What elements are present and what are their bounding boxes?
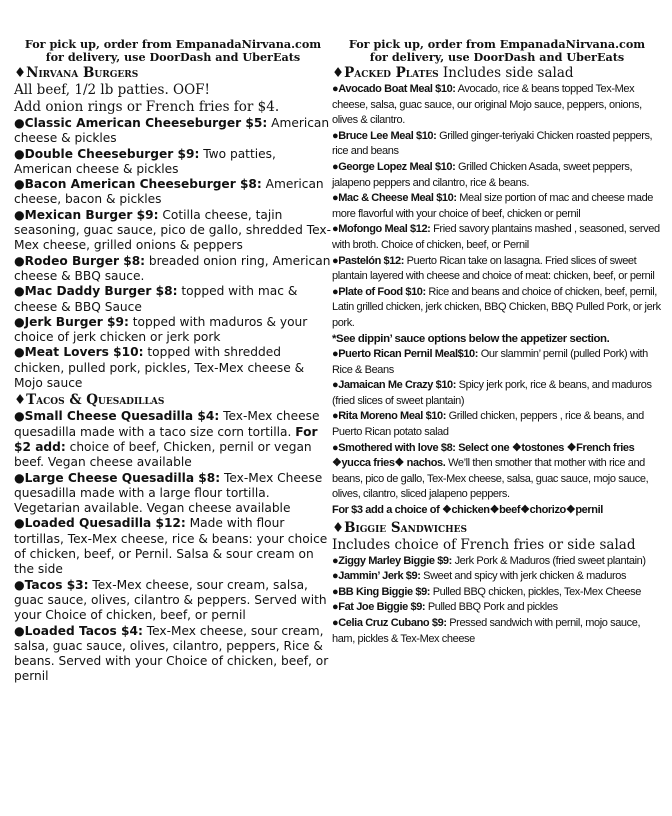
menu-item-tacos [14, 578, 332, 624]
menu-item-jerk-burger [14, 315, 332, 346]
item-name: ●Mofongo Meal $12: [332, 223, 431, 236]
menu-item-small-quesadilla [14, 409, 332, 470]
menu-item-mac-daddy-burger [14, 284, 332, 315]
item-name: ●George Lopez Meal $10: [332, 160, 456, 173]
item-desc: Spicy jerk pork, rice & beans, and maduros (fried slices of sweet plantain) [332, 379, 652, 407]
item-desc: Sweet and spicy with jerk chicken & maduros [420, 570, 627, 583]
menu-item-bruce-lee [332, 129, 662, 160]
item-desc: Fried savory plantains mashed , seasoned, served with broth. Choice of chicken, beef, or Pernil [332, 223, 660, 251]
item-name: ●Jamaican Me Crazy $10: [332, 379, 457, 392]
item-desc: Tex-Mex cheese, sour cream, salsa, guac sauce, olives, cilantro, peppers, Rice & beans. Served with your Choice of chicken, beef, or pernil [14, 623, 329, 684]
menu-item-fat-joe [332, 600, 662, 616]
item-desc: Pulled BBQ Pork and pickles [425, 601, 558, 614]
menu-item-meat-lovers [14, 345, 332, 391]
menu-item-pastelon [332, 254, 662, 285]
item-name: ●Mac Daddy Burger $8: [14, 284, 178, 299]
item-name: ●Rodeo Burger $8: [14, 253, 146, 268]
item-name: ●BB King Biggie $9: [332, 585, 431, 598]
item-name: ●Fat Joe Biggie $9: [332, 601, 426, 614]
sandwiches-subhead: Includes choice of French fries or side salad [332, 536, 636, 553]
menu-item-jamaican-me-crazy [332, 378, 662, 409]
item-desc: American cheese & pickles [14, 116, 330, 146]
item-extra: choice of beef, Chicken, pernil or vegan beef. Vegan cheese available [14, 439, 312, 470]
item-desc: breaded onion ring, American cheese & BBQ sauce. [14, 253, 331, 283]
item-name: ●Mac & Cheese Meal $10: [332, 192, 457, 205]
item-desc: Grilled chicken, peppers , rice & beans, and Puerto Rican potato salad [332, 410, 644, 439]
menu-item-pernil-meal [332, 347, 662, 378]
item-name: ●Double Cheeseburger $9: [14, 146, 200, 161]
item-name: ●Jammin’ Jerk $9: [332, 570, 421, 583]
item-extra-label: For $2 add: [14, 424, 318, 454]
menu-item-classic-cheeseburger [14, 116, 332, 147]
menu-item-ziggy-marley [332, 554, 662, 570]
order-notice-left [14, 38, 332, 64]
menu-item-avocado-boat [332, 82, 662, 129]
item-name: ●Bacon American Cheeseburger $8: [14, 177, 262, 192]
item-desc: American cheese, bacon & pickles [14, 177, 324, 207]
menu-item-rodeo-burger [14, 254, 332, 285]
right-column [332, 38, 662, 647]
menu-item-plate-of-food [332, 285, 662, 332]
item-desc: Puerto Rican take on lasagna. Fried slices of sweet plantain layered with cheese and choice of meat: chicken, beef, or pernil [332, 254, 655, 283]
menu-item-double-cheeseburger [14, 147, 332, 178]
item-desc: Tex-Mex cheese, sour cream, salsa, guac sauce, olives, cilantro & peppers. Served with your Choice of chicken, beef, or pernil [14, 577, 327, 623]
item-desc: Meal size portion of mac and cheese made more flavorful with your choice of beef, chicken or pernil [332, 192, 654, 220]
item-desc: We’ll then smother that mother with rice and beans, pico de gallo, Tex-Mex cheese, salsa, guac sauce, mojo sauce, olives, cilantro, sliced jalapeno peppers. [332, 457, 649, 501]
section-title-plates [332, 65, 662, 82]
item-desc: topped with mac & cheese & BBQ Sauce [14, 284, 298, 314]
section-title-sandwiches: ♦Biggie Sandwiches [332, 519, 467, 536]
item-desc: Tex-Mex cheese quesadilla made with a taco size corn tortilla. [14, 409, 320, 439]
item-desc: topped with maduros & your choice of jerk chicken or jerk pork [14, 314, 308, 345]
menu-item-mexican-burger [14, 208, 332, 254]
notice-line: for delivery, use DoorDash and UberEats [45, 50, 301, 64]
item-desc: Pulled BBQ chicken, pickles, Tex-Mex Cheese [430, 585, 641, 598]
item-name: ●Bruce Lee Meal $10: [332, 129, 437, 142]
menu-item-rita-moreno [332, 409, 662, 440]
item-name: ●Smothered with love $8: Select one ❖tostones ❖French fries ❖yucca fries❖ nachos. [332, 441, 635, 470]
notice-line: For pick up, order from EmpanadaNirvana.com [24, 37, 322, 51]
section-title-suffix: Includes side salad [438, 65, 574, 81]
order-notice-right [332, 38, 662, 64]
notice-line: For pick up, order from EmpanadaNirvana.com [348, 37, 646, 51]
menu-item-bb-king [332, 585, 662, 601]
sauce-note: *See dippin’ sauce options below the appetizer section. [332, 332, 610, 345]
burgers-subhead [14, 82, 332, 116]
item-name: ●Plate of Food $10: [332, 285, 426, 298]
menu-item-mac-cheese-meal [332, 191, 662, 222]
item-desc: topped with shredded chicken, pulled pork, pickles, Tex-Mex cheese & Mojo sauce [14, 345, 305, 391]
menu-item-loaded-quesadilla [14, 516, 332, 577]
item-name: ●Loaded Tacos $4: [14, 623, 143, 638]
item-desc: Avocado, rice & beans topped Tex-Mex cheese, salsa, guac sauce, our original Mojo sauce, peppers, onions, olives & cilantro. [332, 83, 642, 127]
item-desc: Grilled Chicken Asada, sweet peppers, jalapeno peppers and cilantro, rice & beans. [332, 160, 633, 189]
item-name: ●Tacos $3: [14, 577, 89, 592]
item-name: ●Large Cheese Quesadilla $8: [14, 470, 221, 485]
item-name: ●Mexican Burger $9: [14, 207, 159, 222]
item-desc: Jerk Pork & Maduros (fried sweet plantain) [451, 554, 646, 567]
subhead-line: Add onion rings or French fries for $4. [14, 99, 280, 115]
menu-item-smothered [332, 441, 662, 503]
menu-item-celia-cruz [332, 616, 662, 647]
item-desc: Two patties, American cheese & pickles [14, 146, 276, 176]
item-desc: Tex-Mex Cheese quesadilla made with a large flour tortilla. Vegetarian available. Vegan cheese available [14, 470, 323, 516]
item-name: ●Ziggy Marley Biggie $9: [332, 554, 452, 567]
menu-item-jammin-jerk [332, 569, 662, 585]
subhead-line: All beef, 1/2 lb patties. OOF! [14, 82, 210, 98]
addon-note: For $3 add a choice of ❖chicken❖beef❖chorizo❖pernil [332, 504, 603, 517]
section-title-burgers: ♦Nirvana Burgers [14, 65, 139, 81]
item-name: ●Puerto Rican Pernil Meal$10: [332, 348, 479, 361]
item-name: ●Jerk Burger $9: [14, 314, 129, 329]
item-desc: Our slammin’ pernil (pulled Pork) with Rice & Beans [332, 348, 648, 376]
item-desc: Cotilla cheese, tajin seasoning, guac sauce, pico de gallo, shredded Tex-Mex cheese, grilled onions & peppers [14, 207, 332, 253]
item-desc: Made with flour tortillas, Tex-Mex cheese, rice & beans: your choice of chicken, beef, or Pernil. Salsa & sour cream on the side [14, 516, 328, 577]
item-desc: Pressed sandwich with pernil, mojo sauce, ham, pickles & Tex-Mex cheese [332, 617, 641, 645]
menu-item-large-quesadilla [14, 471, 332, 517]
item-name: ●Classic American Cheeseburger $5: [14, 116, 268, 130]
menu-item-bacon-cheeseburger [14, 177, 332, 208]
item-name: ●Celia Cruz Cubano $9: [332, 617, 447, 629]
menu-item-mofongo [332, 222, 662, 253]
section-title-tacos: ♦Tacos & Quesadillas [14, 392, 165, 409]
item-name: ●Rita Moreno Meal $10: [332, 410, 446, 423]
item-name: ●Avocado Boat Meal $10: [332, 83, 456, 95]
item-name: ●Small Cheese Quesadilla $4: [14, 409, 220, 424]
menu-item-loaded-tacos [14, 624, 332, 685]
menu-item-george-lopez [332, 160, 662, 191]
item-name: ●Meat Lovers $10: [14, 345, 144, 360]
item-name: ●Loaded Quesadilla $12: [14, 516, 186, 531]
item-desc: Rice and beans and choice of chicken, beef, pernil, Latin grilled chicken, jerk chicken, BBQ Chicken, BBQ Pulled Pork, or jerk pork. [332, 285, 661, 329]
section-title-text: ♦Packed Plates [332, 65, 439, 81]
notice-line: for delivery, use DoorDash and UberEats [369, 50, 625, 64]
item-name: ●Pastelón $12: [332, 254, 404, 267]
left-column [14, 38, 332, 685]
item-desc: Grilled ginger-teriyaki Chicken roasted peppers, rice and beans [332, 129, 653, 158]
